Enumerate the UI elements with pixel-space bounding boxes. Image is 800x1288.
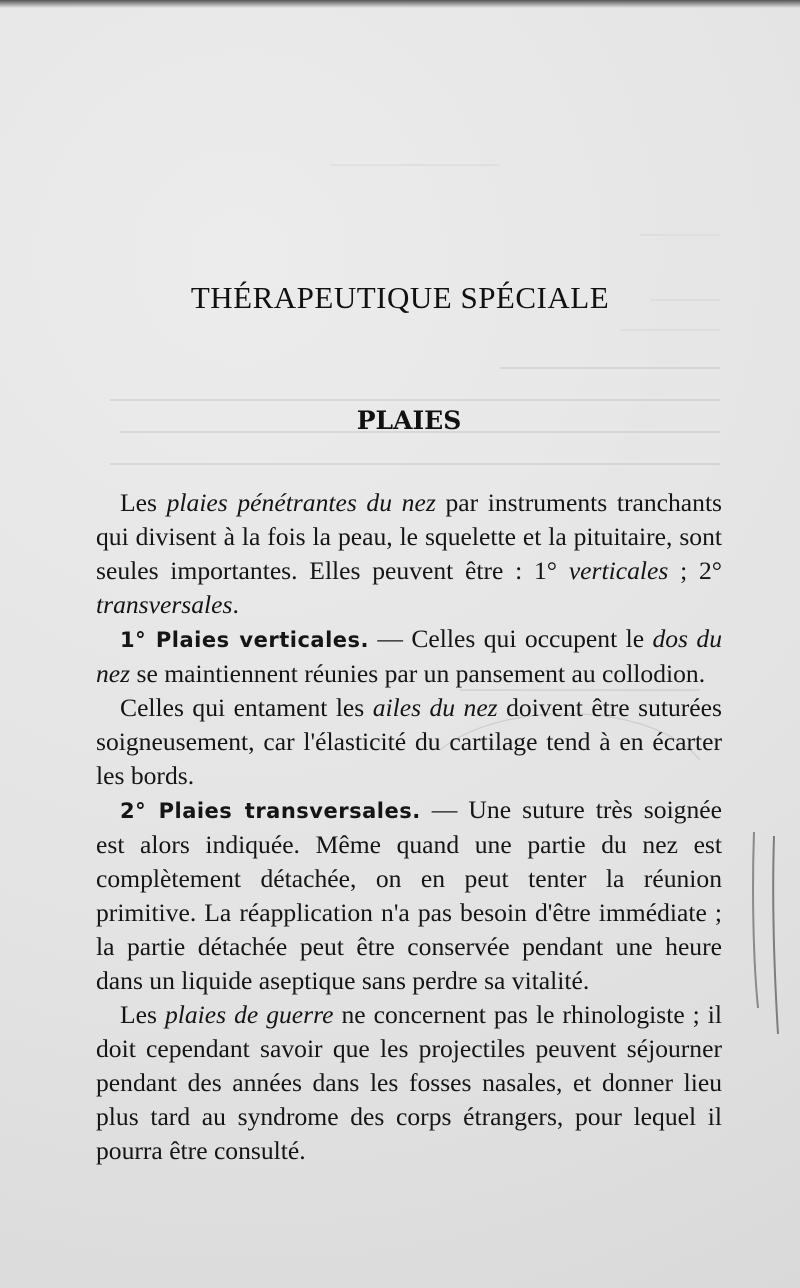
p3-text-start: Celles qui entament les: [120, 693, 373, 722]
body-text: [96, 486, 722, 1168]
p2-text-end: se maintiennent réunies par un pansement au collodion.: [130, 659, 706, 688]
paragraph-5: [96, 998, 722, 1168]
p1-text-end: .: [232, 590, 239, 619]
p2-italic-term: dos du nez: [96, 624, 722, 688]
page-top-shadow: [0, 0, 800, 8]
p4-text-body: — Une suture très soignée est alors indiquée. Même quand une partie du nez est complètement détachée, on en peut tenter la réunion primitive. La réapplication n'a pas besoin d'être immédiate ; la partie détachée peut être conservée pendant une heure dans un liquide aseptique sans perdre sa vitalité.: [96, 795, 722, 995]
p1-italic-term: plaies pénétrantes du nez: [166, 488, 436, 517]
p1-text-separator: ; 2°: [668, 556, 722, 585]
p1-text-body: par instruments tranchants qui divisent à la fois la peau, le squelette et la pituitaire, sont seules importantes. Elles peuvent être : 1°: [96, 488, 723, 585]
p1-italic-transversales: transversales: [96, 590, 233, 619]
running-header: THÉRAPEUTIQUE SPÉCIALE: [190, 280, 610, 315]
p1-text-start: Les: [120, 488, 167, 517]
paragraph-3: [96, 691, 722, 793]
p2-run-in-heading: 1° Plaies verticales.: [120, 628, 369, 652]
p5-italic-term: plaies de guerre: [164, 1000, 334, 1029]
p3-italic-term: ailes du nez: [372, 693, 498, 722]
p3-text-end: doivent être suturées soigneusement, car l'élasticité du cartilage tend à en écarter les bords.: [96, 693, 722, 790]
p5-text-start: Les: [120, 1000, 165, 1029]
paragraph-4: [96, 793, 722, 998]
paragraph-2: [96, 622, 722, 691]
p5-text-end: ne concernent pas le rhinologiste ; il doit cependant savoir que les projectiles peuvent séjourner pendant des années dans les fosses nasales, et donner lieu plus tard au syndrome des corps étrangers, pour lequel il pourra être consulté.: [96, 1000, 722, 1165]
p2-text-start: — Celles qui occupent le: [368, 624, 653, 653]
p4-run-in-heading: 2° Plaies transversales.: [120, 799, 421, 823]
pencil-margin-marks: [750, 828, 790, 1038]
section-title: PLAIES: [356, 406, 462, 435]
p1-italic-verticales: verticales: [568, 556, 669, 585]
paragraph-1: [96, 486, 722, 622]
